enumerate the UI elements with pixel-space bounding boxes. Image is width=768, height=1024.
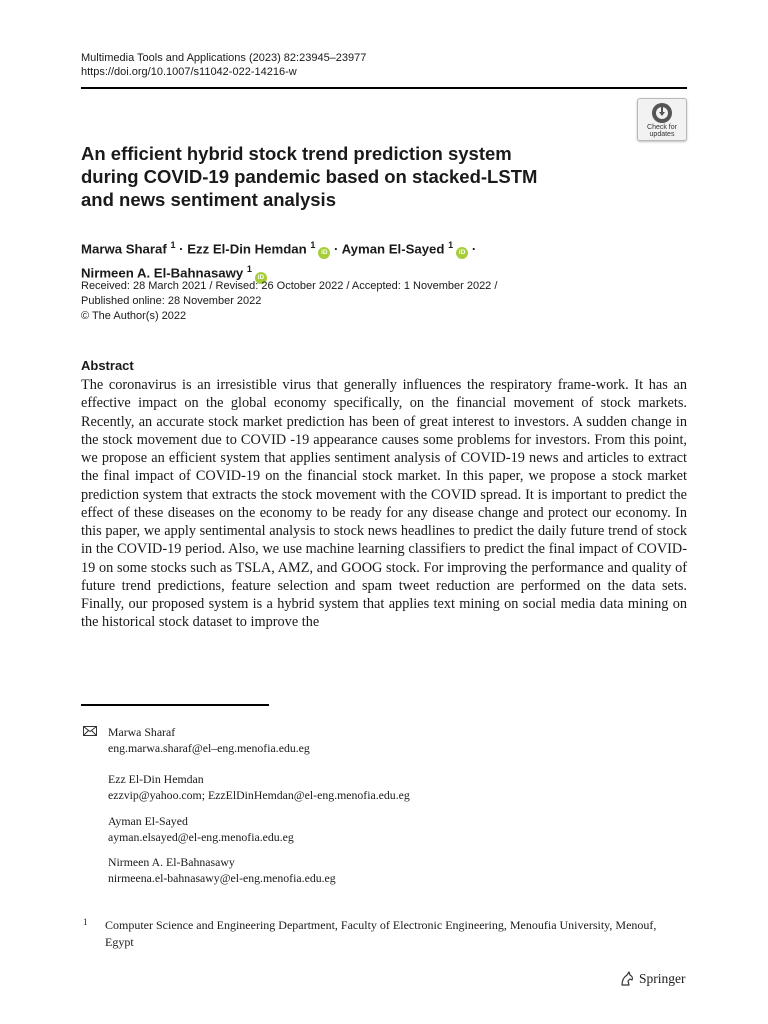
- abstract-heading: Abstract: [81, 358, 134, 373]
- title-line-3: and news sentiment analysis: [81, 189, 336, 210]
- affiliation-marker: 1: [246, 264, 252, 275]
- header-rule: [81, 87, 687, 89]
- publisher-logo[interactable]: [619, 971, 686, 987]
- envelope-icon: [83, 726, 97, 736]
- paper-title: [81, 142, 581, 211]
- check-for-updates-icon: [650, 102, 674, 124]
- journal-citation: Multimedia Tools and Applications (2023) 82:23945–23977: [81, 52, 367, 64]
- author-name[interactable]: Nirmeen A. El-Bahnasawy: [81, 265, 244, 281]
- author-list: [81, 235, 601, 284]
- contact-entry: [108, 724, 310, 756]
- journal-header: [81, 51, 366, 79]
- author-separator: ·: [471, 241, 477, 257]
- contact-entry: [108, 771, 410, 803]
- doi-link[interactable]: https://doi.org/10.1007/s11042-022-14216-w: [81, 66, 297, 78]
- publication-history: [81, 279, 601, 324]
- footnote-rule: [81, 704, 269, 706]
- contact-name: Nirmeen A. El-Bahnasawy: [108, 855, 235, 869]
- contact-entry: [108, 854, 336, 886]
- publisher-name: Springer: [639, 971, 686, 986]
- contact-name: Ezz El-Din Hemdan: [108, 772, 204, 786]
- contact-email[interactable]: eng.marwa.sharaf@el–eng.menofia.edu.eg: [108, 741, 310, 755]
- title-line-2: during COVID-19 pandemic based on stacked-LSTM: [81, 166, 538, 187]
- affiliation-text: Computer Science and Engineering Department, Faculty of Electronic Engineering, Menoufia University, Menouf, Egypt: [105, 918, 657, 949]
- author-separator: ·: [179, 241, 184, 257]
- contact-name: Marwa Sharaf: [108, 725, 176, 739]
- published-online: Published online: 28 November 2022: [81, 295, 262, 307]
- badge-label-line2: updates: [649, 131, 675, 138]
- contact-entry: [108, 813, 294, 845]
- springer-horse-icon: [619, 971, 635, 987]
- check-for-updates-badge[interactable]: [637, 98, 687, 141]
- affiliation-marker: 1: [310, 240, 316, 250]
- author-name[interactable]: Marwa Sharaf: [81, 241, 167, 257]
- author-separator: ·: [334, 241, 339, 257]
- abstract-text: The coronavirus is an irresistible virus that generally influences the respiratory frame-work. It has an effective impact on the global economy specifically, on the financial movement of stock markets. Recently, an accurate stock market prediction has been of great interest to investors. A sudden change in the stock movement due to COVID -19 appearance causes some problems for investors. From this point, we propose an efficient system that applies sentiment analysis of COVID-19 news and articles to extract the final impact of COVID-19 on the financial stock market. In this paper, we propose a stock market prediction system that extracts the stock movement with the COVID spread. It is important to predict the effect of these diseases on the economy to be ready for any disease change and protect our economy. In this paper, we apply sentimental analysis to stock news headlines to predict the daily future trend of stock in the COVID-19 period. Also, we use machine learning classifiers to predict the final impact of COVID-19 on some stocks such as TSLA, AMZ, and GOOG stock. For improving the performance and quality of future trend predictions, feature selection and spam tweet reduction are performed on the data sets. Finally, our proposed system is a hybrid system that applies text mining on social media data mining on the historical stock dataset to improve the: [81, 377, 687, 631]
- contact-email[interactable]: nirmeena.el-bahnasawy@el-eng.menofia.edu.eg: [108, 871, 336, 885]
- contact-email[interactable]: ayman.elsayed@el-eng.menofia.edu.eg: [108, 830, 294, 844]
- affiliation-number: 1: [83, 917, 88, 927]
- orcid-icon[interactable]: iD: [456, 247, 468, 259]
- title-line-1: An efficient hybrid stock trend prediction system: [81, 143, 512, 164]
- orcid-icon[interactable]: iD: [318, 247, 330, 259]
- history-dates: Received: 28 March 2021 / Revised: 26 October 2022 / Accepted: 1 November 2022 /: [81, 280, 498, 292]
- author-name[interactable]: Ayman El-Sayed: [341, 241, 445, 257]
- author-name[interactable]: Ezz El-Din Hemdan: [187, 241, 307, 257]
- copyright-notice: © The Author(s) 2022: [81, 310, 187, 322]
- affiliation-marker: 1: [170, 240, 176, 250]
- badge-label-line1: Check for: [647, 124, 677, 131]
- contact-email[interactable]: ezzvip@yahoo.com; EzzElDinHemdan@el-eng.menofia.edu.eg: [108, 788, 410, 802]
- orcid-icon[interactable]: iD: [255, 272, 267, 284]
- contact-name: Ayman El-Sayed: [108, 814, 188, 828]
- affiliation-marker: 1: [448, 240, 454, 250]
